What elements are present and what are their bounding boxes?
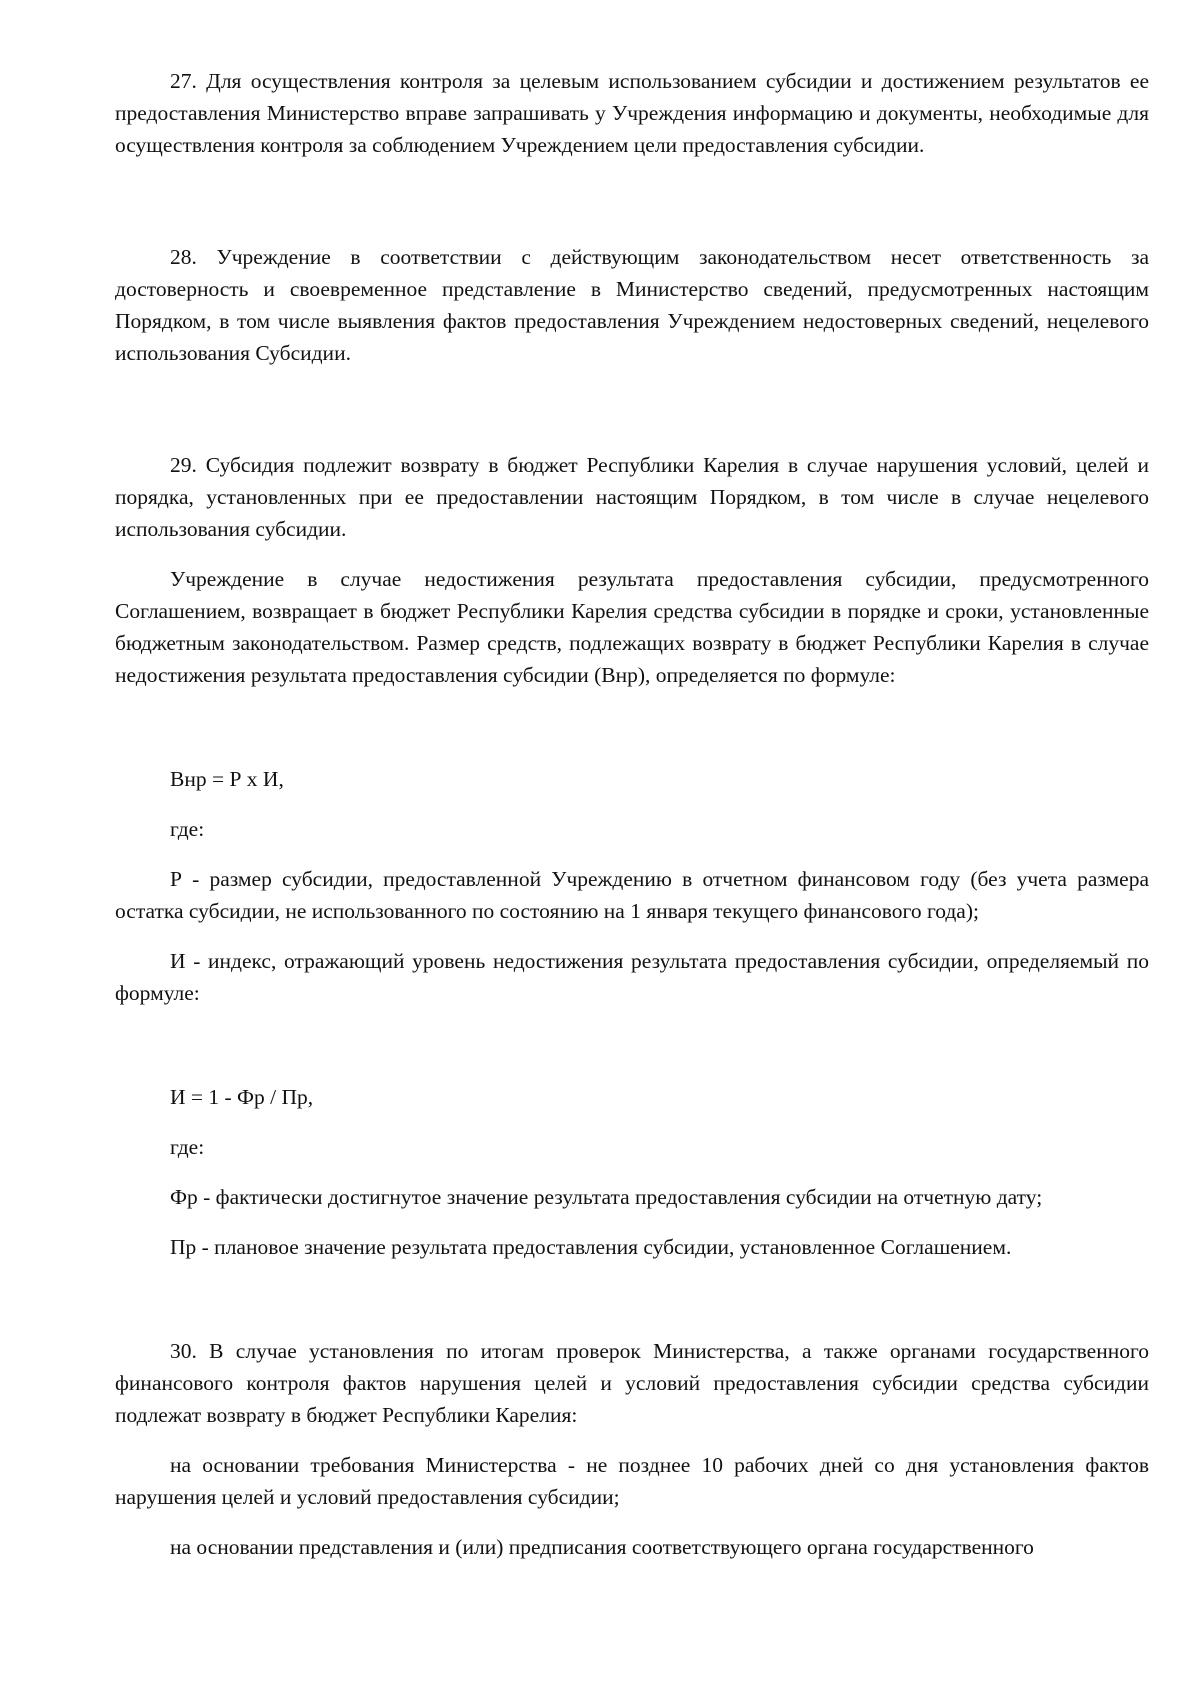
paragraph-27: 27. Для осуществления контроля за целевым использованием субсидии и достижением результатов ее предоставления Министерство вправе запрашивать у Учреждения информацию и документы, необходимые для осуществления контроля за соблюдением Учреждением цели предоставления субсидии. <box>115 69 1149 157</box>
document-body <box>115 65 1149 1563</box>
definition-pr: Пр - плановое значение результата предоставления субсидии, установленное Соглашением. <box>170 1235 1012 1259</box>
definition-p: Р - размер субсидии, предоставленной Учреждению в отчетном финансовом году (без учета размера остатка субсидии, не использованного по состоянию на 1 января текущего финансового года); <box>115 867 1149 923</box>
paragraph-29: 29. Субсидия подлежит возврату в бюджет Республики Карелия в случае нарушения условий, целей и порядка, установленных при ее предоставлении настоящим Порядком, в том числе в случае нецелевого использования субсидии. <box>115 453 1149 541</box>
paragraph-30-ministry: на основании требования Министерства - не позднее 10 рабочих дней со дня установления фактов нарушения целей и условий предоставления субсидии; <box>115 1453 1149 1509</box>
formula-i: И = 1 - Фр / Пр, <box>170 1085 314 1109</box>
where-label-2: где: <box>170 1135 205 1159</box>
spacer <box>115 1513 1149 1531</box>
spacer <box>115 1263 1149 1335</box>
spacer <box>115 927 1149 945</box>
spacer <box>115 1009 1149 1081</box>
spacer <box>115 161 1149 241</box>
spacer <box>115 691 1149 763</box>
spacer <box>115 545 1149 563</box>
definition-i: И - индекс, отражающий уровень недостижения результата предоставления субсидии, определяемый по формуле: <box>115 949 1149 1005</box>
spacer <box>115 845 1149 863</box>
spacer <box>115 1113 1149 1131</box>
spacer <box>115 795 1149 813</box>
paragraph-30-control-body: на основании представления и (или) предписания соответствующего органа государственного <box>170 1535 1034 1559</box>
spacer <box>115 369 1149 449</box>
paragraph-28: 28. Учреждение в соответствии с действующим законодательством несет ответственность за достоверность и своевременное представление в Министерство сведений, предусмотренных настоящим Порядком, в том числе выявления фактов предоставления Учреждением недостоверных сведений, нецелевого использования Субсидии. <box>115 245 1149 365</box>
spacer <box>115 1163 1149 1181</box>
formula-vnr: Внр = Р х И, <box>170 767 284 791</box>
where-label-1: где: <box>170 817 205 841</box>
spacer <box>115 1213 1149 1231</box>
paragraph-30: 30. В случае установления по итогам проверок Министерства, а также органами государственного финансового контроля фактов нарушения целей и условий предоставления субсидии средства субсидии подлежат возврату в бюджет Республики Карелия: <box>115 1339 1149 1427</box>
spacer <box>115 1431 1149 1449</box>
paragraph-29-return: Учреждение в случае недостижения результата предоставления субсидии, предусмотренного Соглашением, возвращает в бюджет Республики Карелия средства субсидии в порядке и сроки, установленные бюджетным законодательством. Размер средств, подлежащих возврату в бюджет Республики Карелия в случае недостижения результата предоставления субсидии (Внр), определяется по формуле: <box>115 567 1149 687</box>
definition-fr: Фр - фактически достигнутое значение результата предоставления субсидии на отчетную дату; <box>170 1185 1043 1209</box>
